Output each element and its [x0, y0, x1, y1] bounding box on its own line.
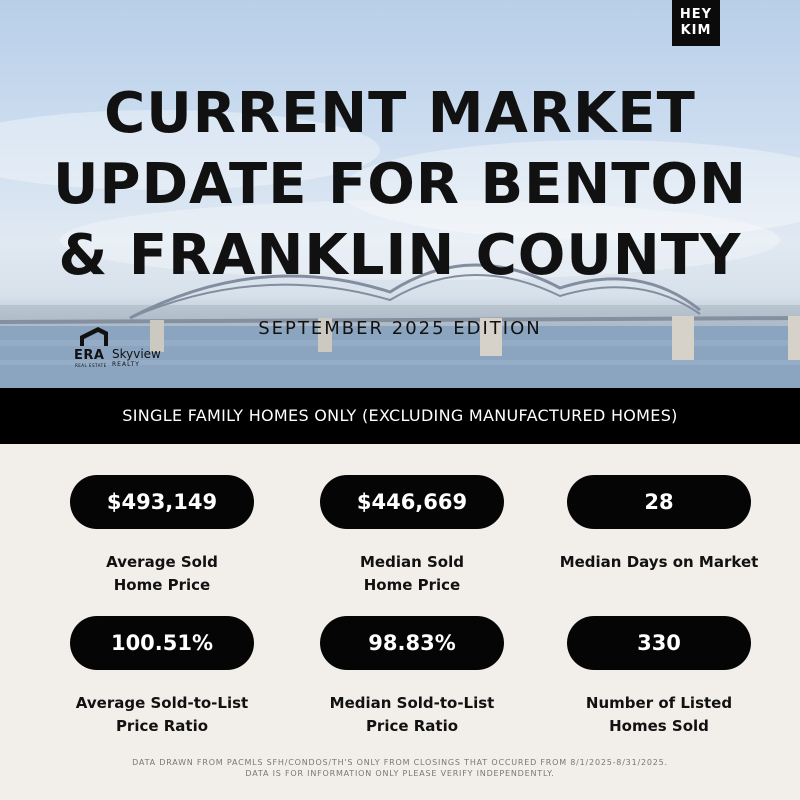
stat-listed-homes-sold	[567, 616, 751, 738]
badge-line-2: KIM	[680, 23, 712, 38]
stat-label-line-2: Homes Sold	[609, 717, 709, 735]
hey-kim-badge	[672, 0, 720, 46]
disclaimer-line-1: DATA DRAWN FROM PACMLS SFH/CONDOS/TH'S ONLY FROM CLOSINGS THAT OCCURED FROM 8/1/2025-8/31/2025.	[132, 758, 668, 767]
stat-value: $446,669	[320, 475, 504, 529]
stat-label-line-1: Median Sold-to-List	[329, 694, 495, 712]
stat-median-sold-price	[320, 475, 504, 597]
title-line-1: CURRENT MARKET	[104, 81, 696, 146]
stat-label	[52, 692, 272, 738]
era-skyview-logo	[74, 326, 174, 370]
stat-label-line-1: Average Sold-to-List	[75, 694, 249, 712]
stat-label	[320, 551, 504, 597]
stat-value: 100.51%	[70, 616, 254, 670]
data-disclaimer	[0, 757, 800, 779]
logo-company: Skyview	[112, 347, 161, 361]
stat-average-sold-price	[70, 475, 254, 597]
stat-average-sold-to-list	[70, 616, 254, 738]
logo-brand: ERA	[74, 348, 105, 363]
stat-label-line-2: Home Price	[363, 576, 461, 594]
stat-label-line-1: Average Sold	[106, 553, 218, 571]
property-type-banner: SINGLE FAMILY HOMES ONLY (EXCLUDING MANUFACTURED HOMES)	[0, 388, 800, 444]
disclaimer-line-2: DATA IS FOR INFORMATION ONLY PLEASE VERIFY INDEPENDENTLY.	[245, 769, 555, 778]
title-line-2: UPDATE FOR BENTON	[53, 152, 747, 217]
stat-label	[302, 692, 522, 738]
stat-label-line-2: Price Ratio	[115, 717, 209, 735]
stat-median-days-on-market	[559, 475, 759, 574]
edition-subtitle: SEPTEMBER 2025 EDITION	[258, 318, 542, 339]
stat-label-line-1: Median Days on Market	[559, 553, 759, 571]
stat-median-sold-to-list	[320, 616, 504, 738]
stat-label-line-1: Number of Listed	[585, 694, 733, 712]
stat-value: 330	[567, 616, 751, 670]
house-roof-icon	[78, 326, 108, 346]
stat-label	[70, 551, 254, 597]
stat-value: $493,149	[70, 475, 254, 529]
title-line-3: & FRANKLIN COUNTY	[58, 223, 742, 288]
stat-value: 98.83%	[320, 616, 504, 670]
logo-company-sub: REALTY	[112, 361, 140, 368]
stat-label-line-1: Median Sold	[360, 553, 464, 571]
stat-label	[544, 692, 774, 738]
stat-value: 28	[567, 475, 751, 529]
stat-label	[544, 551, 774, 574]
stat-label-line-2: Home Price	[113, 576, 211, 594]
badge-line-1: HEY	[679, 7, 713, 22]
page-title	[40, 78, 760, 291]
logo-brand-sub: REAL ESTATE	[75, 363, 107, 368]
stat-label-line-2: Price Ratio	[365, 717, 459, 735]
